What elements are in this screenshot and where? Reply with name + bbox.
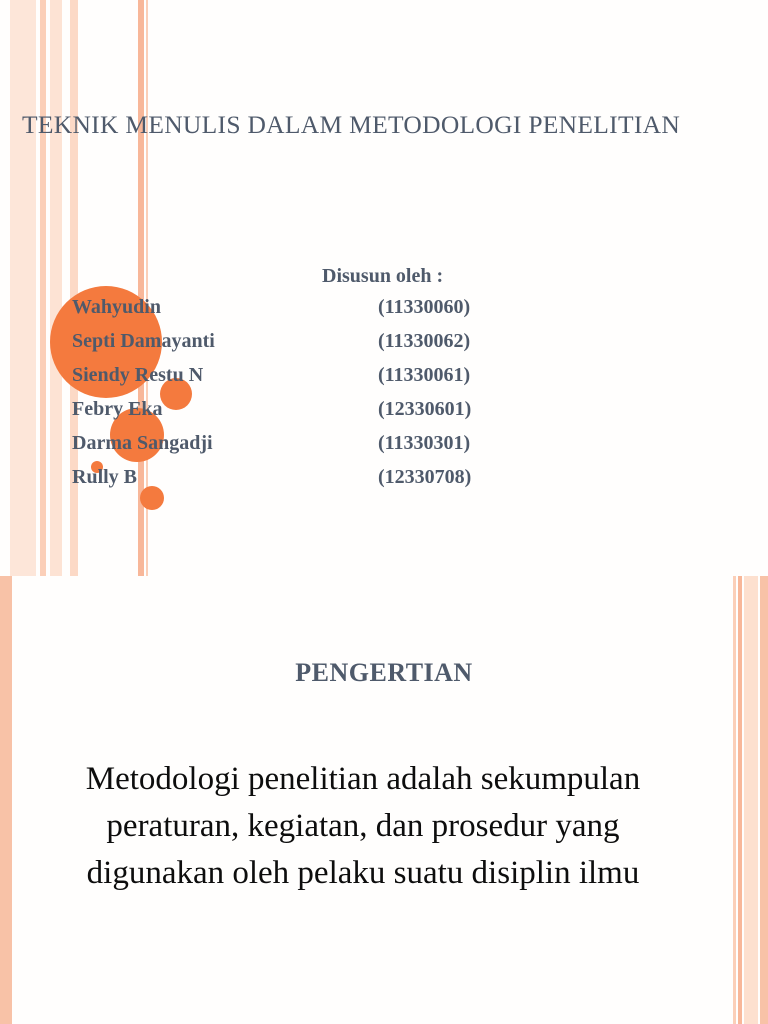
author-row xyxy=(72,466,512,500)
decorative-stripe xyxy=(40,0,46,576)
decorative-stripe xyxy=(50,0,62,576)
author-list xyxy=(72,296,512,500)
author-name: Wahyudin xyxy=(72,296,161,318)
author-id: (12330601) xyxy=(378,398,472,420)
section-heading: PENGERTIAN xyxy=(295,658,473,687)
author-row xyxy=(72,296,512,330)
byline-label: Disusun oleh : xyxy=(322,265,444,287)
decorative-stripe xyxy=(744,576,758,1024)
author-name: Septi Damayanti xyxy=(72,330,215,352)
author-id: (11330062) xyxy=(378,330,471,352)
author-id: (11330301) xyxy=(378,432,471,454)
author-name: Rully B xyxy=(72,466,138,488)
decorative-stripe xyxy=(733,576,736,1024)
definition-text: Metodologi penelitian adalah sekumpulan peraturan, kegiatan, dan prosedur yang digunakan oleh pelaku suatu disiplin ilmu xyxy=(85,761,641,891)
author-name: Darma Sangadji xyxy=(72,432,213,454)
decorative-stripe xyxy=(738,576,742,1024)
author-row xyxy=(72,364,512,398)
author-row xyxy=(72,432,512,466)
author-row xyxy=(72,398,512,432)
author-id: (12330708) xyxy=(378,466,472,488)
definition-slide xyxy=(0,576,768,1024)
author-name: Febry Eka xyxy=(72,398,163,420)
decorative-stripe xyxy=(0,576,12,1024)
decorative-stripe xyxy=(10,0,36,576)
author-id: (11330061) xyxy=(378,364,471,386)
slide-title: TEKNIK MENULIS DALAM METODOLOGI PENELITIAN xyxy=(22,110,681,139)
decorative-stripe xyxy=(760,576,768,1024)
author-name: Siendy Restu N xyxy=(72,364,204,386)
author-id: (11330060) xyxy=(378,296,471,318)
author-row xyxy=(72,330,512,364)
